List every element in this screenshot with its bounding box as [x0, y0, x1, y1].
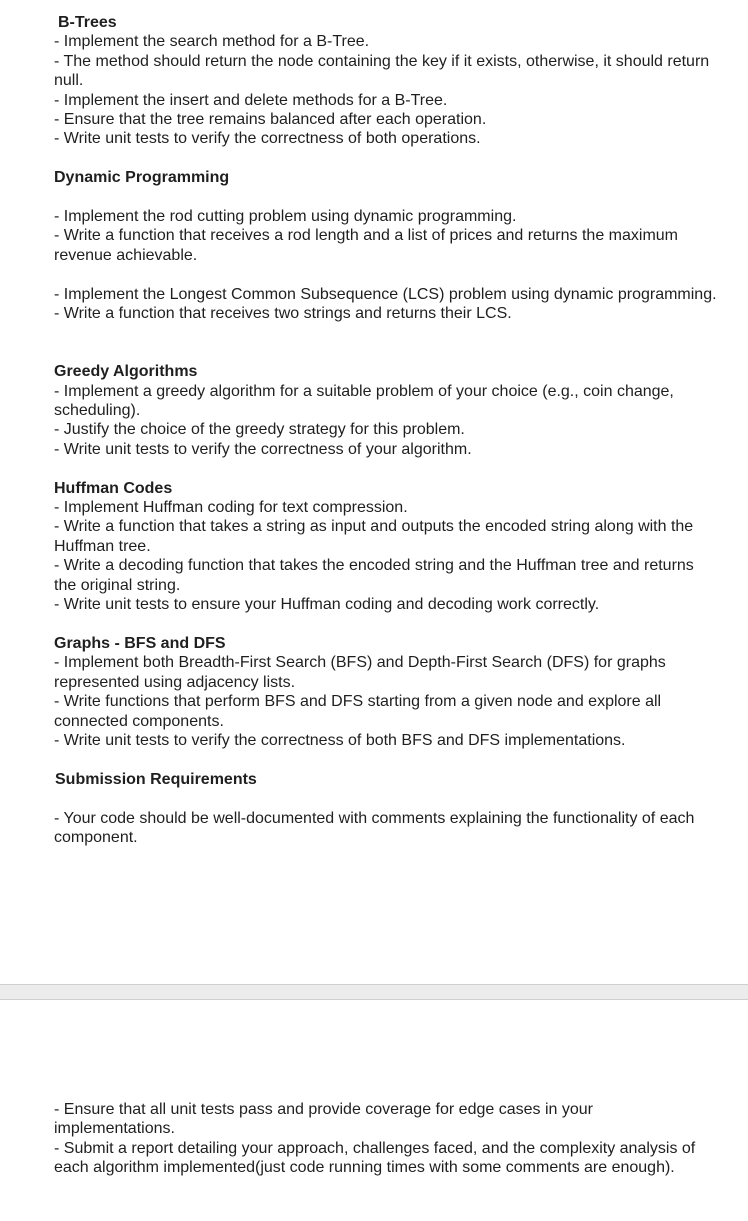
text-line: - Implement Huffman coding for text compression.	[54, 499, 408, 517]
text-line: - Write functions that perform BFS and DFS starting from a given node and explore all connected components.	[54, 693, 662, 730]
section-submission-requirements	[54, 770, 718, 848]
spacer	[54, 149, 718, 168]
text-line: - Implement the search method for a B-Tree.	[54, 33, 370, 51]
text-line: - Implement the insert and delete methods for a B-Tree.	[54, 91, 448, 109]
spacer	[54, 459, 718, 478]
section-huffman-codes	[54, 479, 718, 615]
text-line: - Write a function that receives two strings and returns their LCS.	[54, 305, 512, 323]
section-greedy-algorithms	[54, 362, 718, 459]
section-heading-huffman-codes: Huffman Codes	[54, 479, 173, 497]
spacer	[54, 750, 718, 769]
section-heading-btrees: B-Trees	[58, 14, 117, 31]
text-line: - Implement a greedy algorithm for a suitable problem of your choice (e.g., coin change, scheduling).	[54, 382, 674, 420]
spacer	[54, 265, 718, 284]
section-heading-submission-requirements: Submission Requirements	[55, 770, 257, 788]
text-line: - Implement the rod cutting problem using dynamic programming.	[54, 208, 517, 226]
text-line: - Write unit tests to verify the correctness of both operations.	[54, 130, 481, 148]
text-line: - Implement both Breadth-First Search (BFS) and Depth-First Search (DFS) for graphs represented using adjacency lists.	[54, 654, 666, 691]
text-line: - Ensure that all unit tests pass and provide coverage for edge cases in your implementations.	[54, 1101, 593, 1138]
text-line: - Write a function that takes a string as input and outputs the encoded string along with the Huffman tree.	[54, 518, 694, 555]
text-line: - The method should return the node containing the key if it exists, otherwise, it should return null.	[54, 52, 710, 90]
page-2-content	[54, 1100, 718, 1178]
text-line: - Submit a report detailing your approach, challenges faced, and the complexity analysis of each algorithm implemented(just code running times with some comments are enough).	[54, 1139, 696, 1177]
text-line: - Write unit tests to ensure your Huffman coding and decoding work correctly.	[54, 596, 600, 614]
section-graphs-bfs-dfs	[54, 634, 718, 750]
section-heading-dynamic-programming: Dynamic Programming	[54, 169, 230, 187]
text-line: - Write a function that receives a rod length and a list of prices and returns the maximum revenue achievable.	[54, 227, 678, 264]
text-line: - Write a decoding function that takes the encoded string and the Huffman tree and returns the original string.	[54, 557, 694, 594]
spacer	[54, 789, 718, 808]
section-dynamic-programming	[54, 168, 718, 323]
section-heading-greedy-algorithms: Greedy Algorithms	[54, 363, 198, 381]
section-btrees	[54, 13, 718, 149]
text-line: - Write unit tests to verify the correctness of your algorithm.	[54, 440, 472, 458]
spacer	[54, 323, 718, 362]
text-line: - Implement the Longest Common Subsequence (LCS) problem using dynamic programming.	[54, 285, 717, 303]
text-line: - Your code should be well-documented with comments explaining the functionality of each component.	[54, 809, 695, 846]
spacer	[54, 615, 718, 634]
section-heading-graphs-bfs-dfs: Graphs - BFS and DFS	[54, 634, 226, 652]
spacer	[54, 188, 718, 207]
text-line: - Ensure that the tree remains balanced after each operation.	[54, 111, 487, 129]
page-1-content	[54, 13, 718, 847]
text-line: - Write unit tests to verify the correctness of both BFS and DFS implementations.	[54, 731, 626, 749]
text-line: - Justify the choice of the greedy strategy for this problem.	[54, 421, 465, 439]
document-page-2	[0, 1000, 748, 1221]
page-break	[0, 984, 748, 1000]
